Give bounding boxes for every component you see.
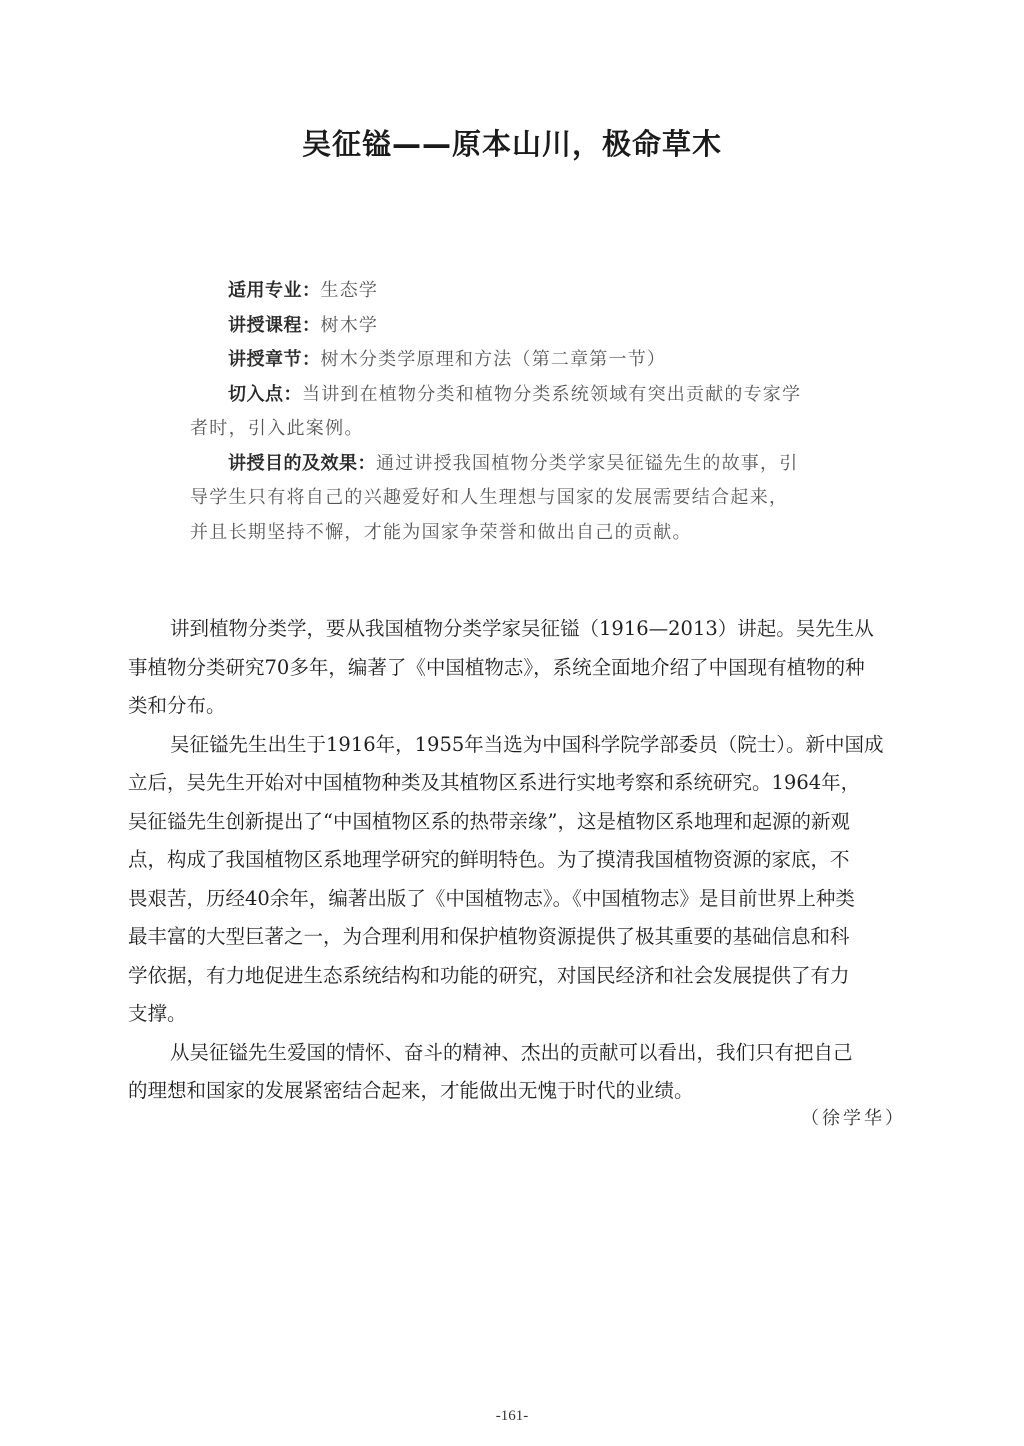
paragraph-line: 学依据，有力地促进生态系统结构和功能的研究，对国民经济和社会发展提供了有力 [128, 963, 850, 987]
author-attribution: （徐学华） [801, 1108, 906, 1129]
meta-goal-continuation: 并且长期坚持不懈，才能为国家争荣誉和做出自己的贡献。 [190, 521, 692, 543]
meta-course [190, 309, 855, 344]
meta-course-value: 树木学 [320, 314, 379, 336]
paragraph-line: 吴征镒先生出生于1916年，1955年当选为中国科学院学部委员（院士）。新中国成 [170, 732, 884, 756]
paragraph-line: 点，构成了我国植物区系地理学研究的鲜明特色。为了摸清我国植物资源的家底，不 [128, 848, 850, 871]
meta-entry [190, 378, 855, 413]
meta-goal-label: 讲授目的及效果： [228, 452, 376, 474]
paragraph-line: 的理想和国家的发展紧密结合起来，才能做出无愧于时代的业绩。 [128, 1079, 694, 1102]
case-metadata [190, 274, 855, 550]
paragraph-line: 立后，吴先生开始对中国植物种类及其植物区系进行实地考察和系统研究。1964年， [128, 771, 861, 794]
paragraph-line: 吴征镒先生创新提出了“中国植物区系的热带亲缘”，这是植物区系地理和起源的新观 [128, 809, 850, 833]
paragraph-line: 事植物分类研究70多年，编著了《中国植物志》，系统全面地介绍了中国现有植物的种 [128, 655, 865, 679]
meta-chapter [190, 343, 855, 378]
meta-major-value: 生态学 [320, 280, 379, 301]
article-body [128, 610, 914, 1111]
meta-goal [190, 447, 855, 482]
meta-entry-continuation: 者时，引入此案例。 [190, 418, 364, 439]
meta-goal-continuation: 导学生只有将自己的兴趣爱好和人生理想与国家的发展需要结合起来， [190, 487, 789, 508]
paragraph-2 [128, 726, 914, 1034]
meta-entry-label: 切入点： [228, 383, 302, 405]
paragraph-1 [128, 610, 914, 726]
meta-chapter-value: 树木分类学原理和方法（第二章第一节） [320, 349, 667, 370]
paragraph-line: 畏艰苦，历经40余年，编著出版了《中国植物志》。《中国植物志》是目前世界上种类 [128, 886, 855, 910]
meta-course-label: 讲授课程： [228, 314, 321, 336]
page-number: -161- [495, 1408, 529, 1424]
paragraph-line: 从吴征镒先生爱国的情怀、奋斗的精神、杰出的贡献可以看出，我们只有把自己 [170, 1040, 853, 1064]
paragraph-line: 讲到植物分类学，要从我国植物分类学家吴征镒（1916—2013）讲起。吴先生从 [170, 617, 874, 640]
meta-major-label: 适用专业： [228, 280, 321, 301]
page-title: 吴征镒——原本山川，极命草木 [301, 127, 722, 161]
meta-goal-text: 通过讲授我国植物分类学家吴征镒先生的故事，引 [376, 452, 799, 474]
paragraph-line: 支撑。 [128, 1002, 187, 1025]
paragraph-3 [128, 1034, 914, 1111]
paragraph-line: 类和分布。 [128, 694, 226, 717]
meta-entry-text: 当讲到在植物分类和植物分类系统领域有突出贡献的专家学 [302, 383, 802, 405]
meta-chapter-label: 讲授章节： [228, 349, 321, 370]
paragraph-line: 最丰富的大型巨著之一，为合理利用和保护植物资源提供了极其重要的基础信息和科 [128, 925, 850, 948]
meta-major [190, 274, 855, 309]
